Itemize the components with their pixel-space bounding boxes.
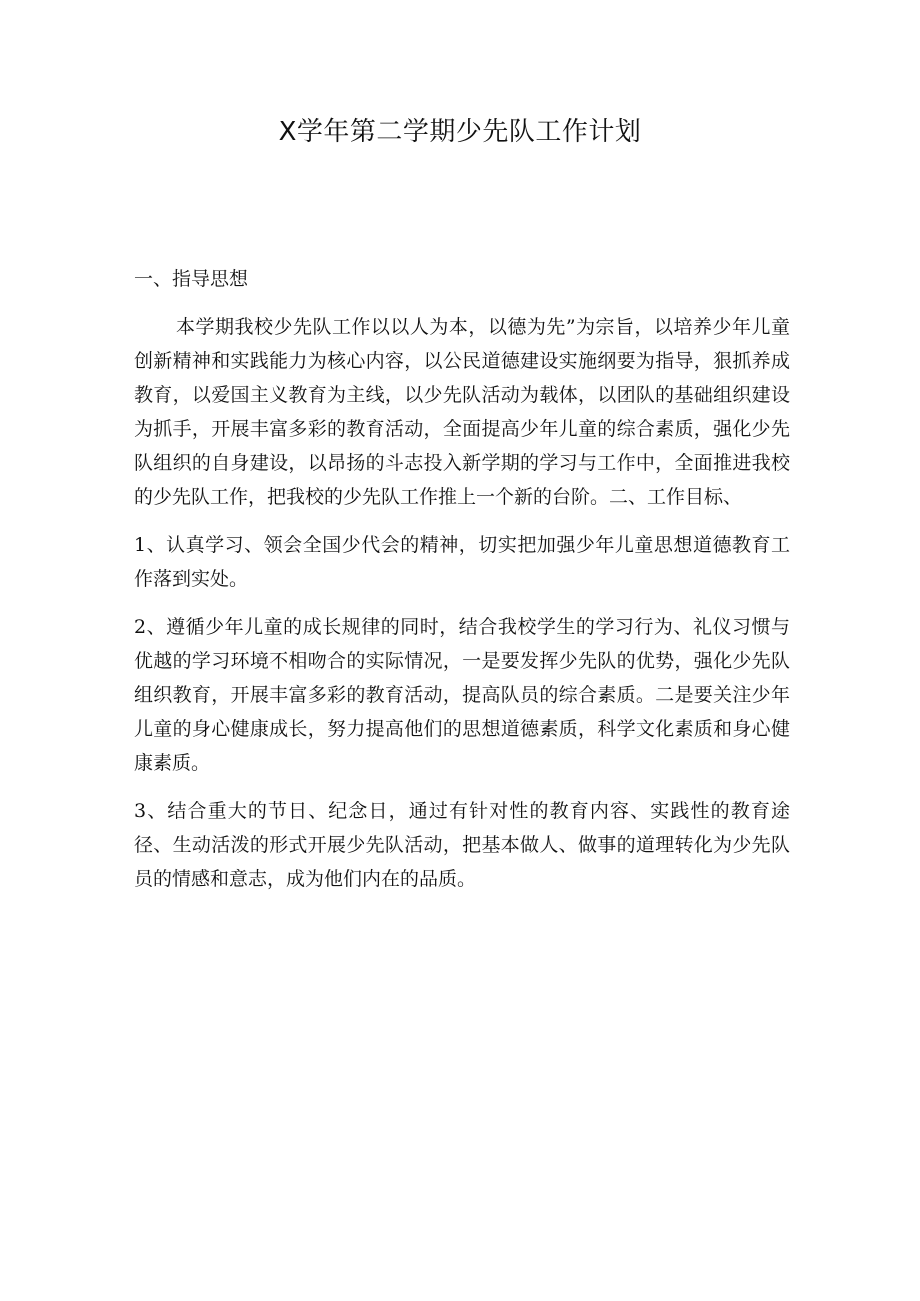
document-body: [134, 262, 790, 910]
goal-item-2: 2、遵循少年儿童的成长规律的同时，结合我校学生的学习行为、礼仪习惯与优越的学习环境不相吻合的实际情况，一是要发挥少先队的优势，强化少先队组织教育，开展丰富多彩的教育活动，提高队员的综合素质。二是要关注少年儿童的身心健康成长，努力提高他们的思想道德素质，科学文化素质和身心健康素质。: [134, 616, 790, 774]
guiding-thought-paragraph: 本学期我校少先队工作以以人为本，以德为先”为宗旨，以培养少年儿童创新精神和实践能力为核心内容，以公民道德建设实施纲要为指导，狠抓养成教育，以爱国主义教育为主线，以少先队活动为载体，以团队的基础组织建设为抓手，开展丰富多彩的教育活动，全面提高少年儿童的综合素质，强化少先队组织的自身建设，以昂扬的斗志投入新学期的学习与工作中，全面推进我校的少先队工作，把我校的少先队工作推上一个新的台阶。二、工作目标、: [134, 316, 790, 508]
goal-item-1: 1、认真学习、领会全国少代会的精神，切实把加强少年儿童思想道德教育工作落到实处。: [134, 534, 790, 590]
section-heading-guiding-thought: 一、指导思想: [134, 268, 249, 290]
document-title: X学年第二学期少先队工作计划: [278, 117, 642, 147]
goal-item-3: 3、结合重大的节日、纪念日，通过有针对性的教育内容、实践性的教育途径、生动活泼的形式开展少先队活动，把基本做人、做事的道理转化为少先队员的情感和意志，成为他们内在的品质。: [134, 800, 790, 890]
